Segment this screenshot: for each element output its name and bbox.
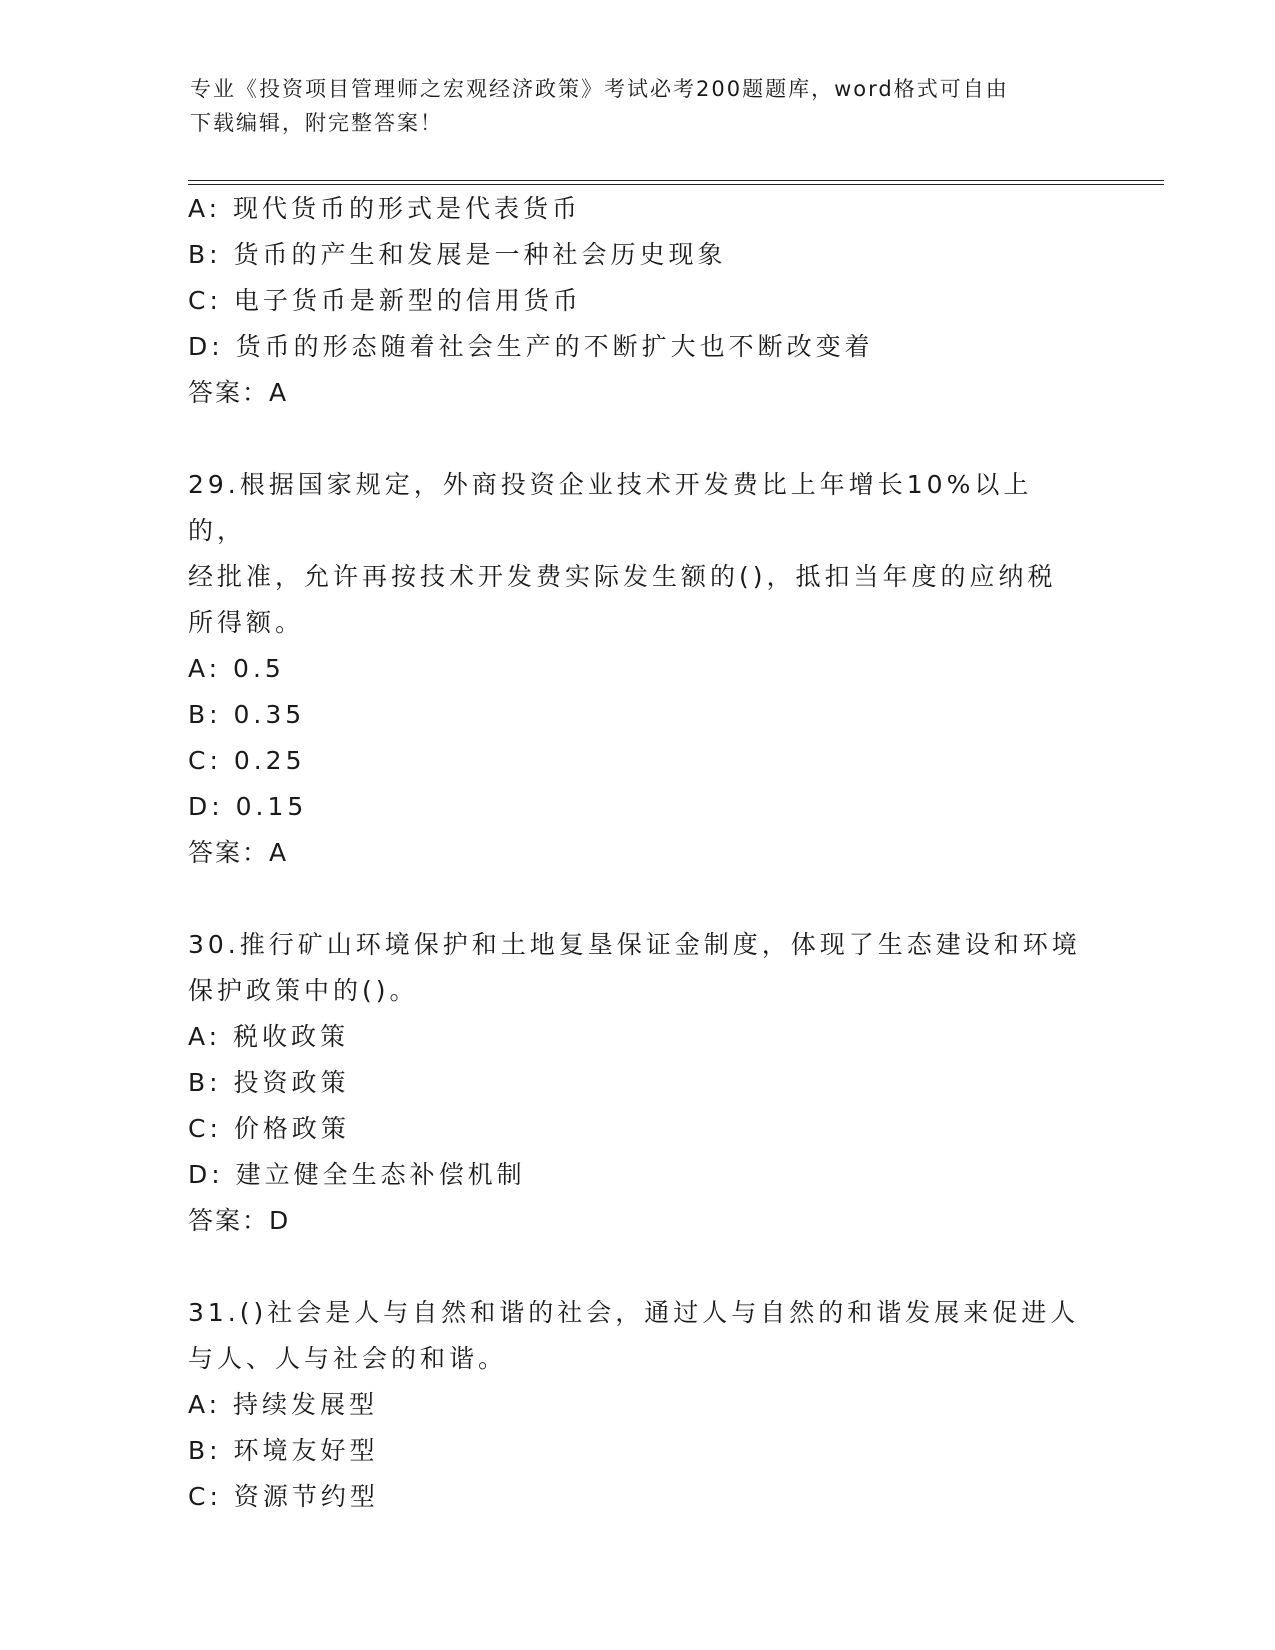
answer-label: 答案：D xyxy=(188,1206,291,1235)
question-text-line: 31.()社会是人与自然和谐的社会，通过人与自然的和谐发展来促进人 xyxy=(188,1298,1080,1327)
option-c: C: 电子货币是新型的信用货币 xyxy=(188,286,582,315)
option-a: A: 持续发展型 xyxy=(188,1390,379,1419)
option-b: B: 投资政策 xyxy=(188,1068,350,1097)
option-a: A: 0.5 xyxy=(188,654,285,683)
question-text-line: 与人、人与社会的和谐。 xyxy=(188,1344,508,1373)
option-c: C: 资源节约型 xyxy=(188,1482,379,1511)
option-d: D: 0.15 xyxy=(188,792,308,821)
document-header xyxy=(190,72,1090,140)
header-divider xyxy=(188,180,1164,185)
question-28-continued xyxy=(188,186,1088,416)
question-29 xyxy=(188,462,1088,876)
question-text-line: 29.根据国家规定，外商投资企业技术开发费比上年增长10%以上的， xyxy=(188,470,1033,545)
answer-label: 答案：A xyxy=(188,838,289,867)
option-d: D: 建立健全生态补偿机制 xyxy=(188,1160,526,1189)
option-b: B: 货币的产生和发展是一种社会历史现象 xyxy=(188,240,727,269)
option-c: C: 价格政策 xyxy=(188,1114,350,1143)
question-30 xyxy=(188,922,1088,1244)
question-text-line: 保护政策中的()。 xyxy=(188,976,419,1005)
header-line-1: 专业《投资项目管理师之宏观经济政策》考试必考200题题库，word格式可自由 xyxy=(190,77,1009,101)
question-list xyxy=(188,186,1088,1520)
header-line-2: 下载编辑，附完整答案！ xyxy=(190,111,443,135)
option-d: D: 货币的形态随着社会生产的不断扩大也不断改变着 xyxy=(188,332,874,361)
question-text-line: 所得额。 xyxy=(188,608,305,637)
question-text-line: 经批准，允许再按技术开发费实际发生额的()，抵扣当年度的应纳税 xyxy=(188,562,1057,591)
spacer xyxy=(188,416,1088,462)
answer-label: 答案：A xyxy=(188,378,289,407)
option-a: A: 税收政策 xyxy=(188,1022,350,1051)
option-b: B: 0.35 xyxy=(188,700,306,729)
option-b: B: 环境友好型 xyxy=(188,1436,379,1465)
spacer xyxy=(188,876,1088,922)
question-31 xyxy=(188,1290,1088,1520)
spacer xyxy=(188,1244,1088,1290)
option-c: C: 0.25 xyxy=(188,746,306,775)
question-text-line: 30.推行矿山环境保护和土地复垦保证金制度，体现了生态建设和环境 xyxy=(188,930,1081,959)
option-a: A: 现代货币的形式是代表货币 xyxy=(188,194,582,223)
